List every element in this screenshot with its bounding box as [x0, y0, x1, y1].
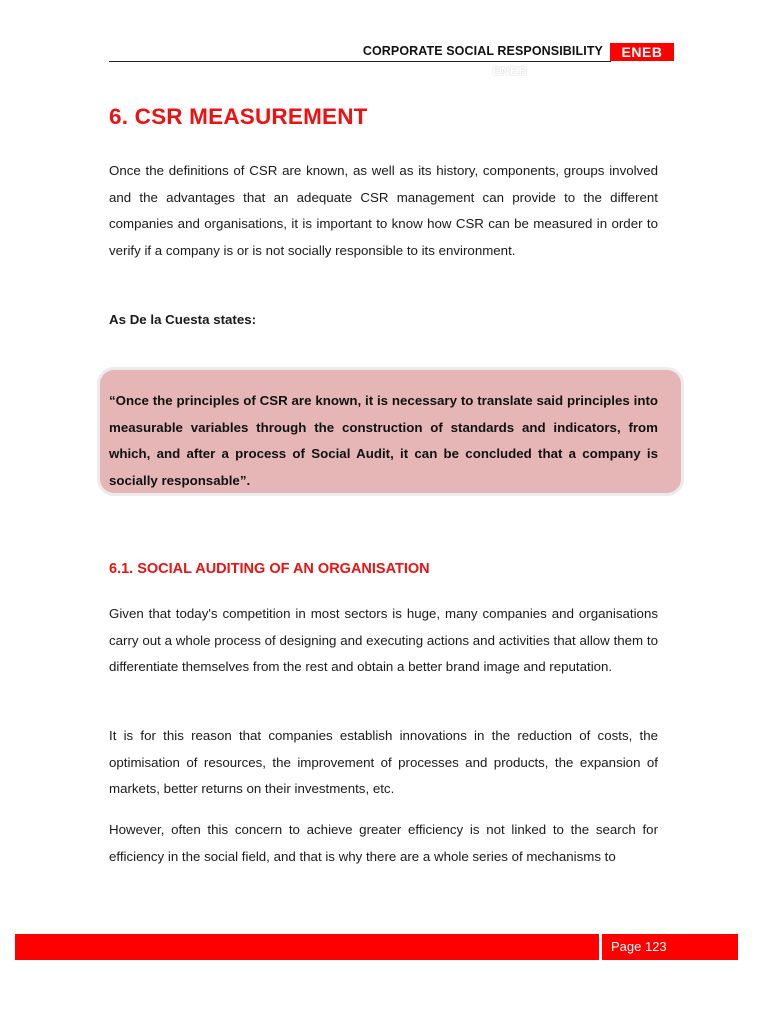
body-paragraph-2: It is for this reason that companies establish innovations in the reduction of costs, the optimisation of resources, the improvement of processes and products, the expansion of markets, better returns on their investments, etc.: [109, 728, 658, 797]
quote-text: “Once the principles of CSR are known, it is necessary to translate said principles into measurable variables through the construction of standards and indicators, from which, and after a process of Social Audit, it can be concluded that a company is socially responsable”.: [109, 393, 658, 489]
page-number: Page 123: [611, 939, 667, 954]
header-title: CORPORATE SOCIAL RESPONSIBILITY: [362, 44, 603, 58]
footer-bar: [15, 934, 599, 960]
eneb-logo: ENEB: [610, 43, 674, 61]
attribution-line: As De la Cuesta states:: [109, 312, 257, 327]
section-heading: 6. CSR MEASUREMENT: [109, 104, 368, 129]
subsection-heading: 6.1. SOCIAL AUDITING OF AN ORGANISATION: [109, 561, 430, 577]
eneb-logo-watermark: ENEB: [492, 64, 528, 78]
body-paragraph-3: However, often this concern to achieve greater efficiency is not linked to the search for efficiency in the social field, and that is why there are a whole series of mechanisms to: [109, 822, 658, 864]
header-rule: [109, 61, 611, 62]
body-paragraph-1: Given that today's competition in most sectors is huge, many companies and organisations carry out a whole process of designing and executing actions and activities that allow them to differentiate themselves from the rest and obtain a better brand image and reputation.: [109, 606, 658, 675]
intro-paragraph: Once the definitions of CSR are known, as well as its history, components, groups involved and the advantages that an adequate CSR management can provide to the different companies and organisations, it is important to know how CSR can be measured in order to verify if a company is or is not socially responsible to its environment.: [109, 163, 658, 259]
